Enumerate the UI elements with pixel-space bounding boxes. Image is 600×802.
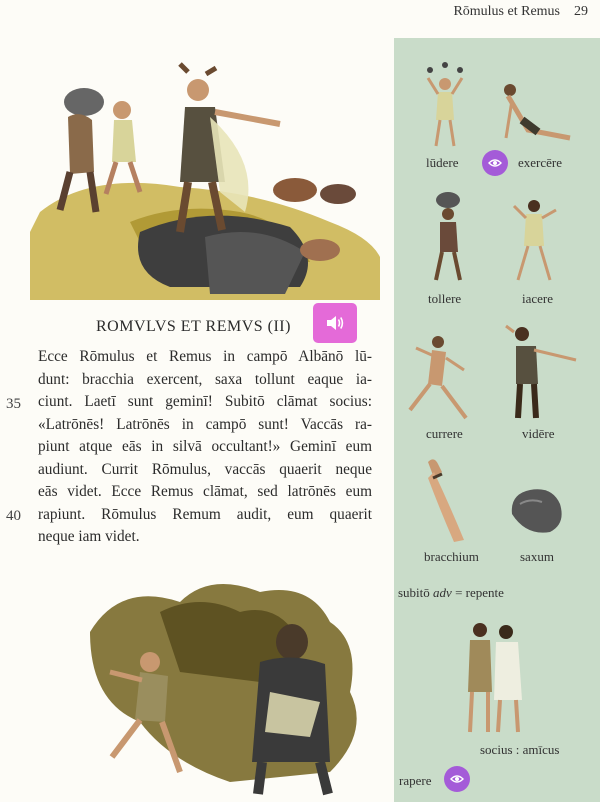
eye-icon xyxy=(450,774,464,784)
figure-lifting xyxy=(426,192,474,282)
text-line: ciunt. Laetī sunt geminī! Subitō clāmat socius: xyxy=(38,393,372,410)
figure-throwing xyxy=(508,196,560,282)
chapter-title: Rōmulus et Remus xyxy=(453,4,560,19)
section-title: ROMVLVS ET REMVS (II) xyxy=(96,318,291,335)
reveal-button[interactable] xyxy=(482,150,508,176)
vocab-exercere: exercēre xyxy=(518,155,563,170)
text-line: audiunt. Currit Rōmulus, vaccās quaerit neque xyxy=(38,460,372,478)
text-line: Ecce Rōmulus et Remus in campō Albānō lū- xyxy=(38,348,372,365)
figure-arm xyxy=(420,456,470,542)
text-line: dunt: bracchia exercent, saxa tollunt eaque ia- xyxy=(38,370,372,388)
figure-rock xyxy=(506,484,566,536)
illustration-twins-playing xyxy=(30,62,382,300)
audio-play-button[interactable] xyxy=(313,303,357,343)
vocab-ludere: lūdere xyxy=(426,155,459,170)
text-line: rapiunt. Rōmulus Remum audit, eum quaerit xyxy=(38,505,372,523)
figure-looking xyxy=(500,322,580,422)
text-line: piunt atque eās in silvā occultant!» Geminī eum xyxy=(38,438,372,455)
vocab-tollere: tollere xyxy=(428,291,462,306)
figure-running xyxy=(406,330,476,422)
line-number-35: 35 xyxy=(6,396,21,412)
note-pos: adv xyxy=(433,585,452,600)
illustration-robbers-seize-remus xyxy=(30,572,382,800)
note-definition: = repente xyxy=(455,585,504,600)
note-word: subitō xyxy=(398,585,430,600)
vocab-bracchium: bracchium xyxy=(424,549,479,564)
vocab-rapere: rapere xyxy=(399,773,432,788)
vocab-note-subito xyxy=(398,585,504,601)
line-number-40: 40 xyxy=(6,508,21,524)
vocab-videre: vidēre xyxy=(522,426,555,441)
figure-juggling xyxy=(420,62,470,148)
vocab-currere: currere xyxy=(426,426,463,441)
reveal-button[interactable] xyxy=(444,766,470,792)
figure-friends xyxy=(458,620,530,736)
speaker-icon xyxy=(325,314,345,332)
figure-exercising xyxy=(498,80,578,146)
eye-icon xyxy=(488,158,502,168)
latin-text xyxy=(38,346,372,549)
vocab-socius: socius : amīcus xyxy=(480,742,560,757)
page-number: 29 xyxy=(574,4,588,19)
text-line: «Latrōnēs! Latrōnēs in campō sunt! Vaccās ra- xyxy=(38,415,372,433)
vocab-saxum: saxum xyxy=(520,549,554,564)
text-line: neque iam videt. xyxy=(38,528,140,545)
vocab-iacere: iacere xyxy=(522,291,554,306)
page-header xyxy=(453,4,588,20)
text-line: eās videt. Ecce Remus clāmat, sed latrōnēs eum xyxy=(38,483,372,500)
